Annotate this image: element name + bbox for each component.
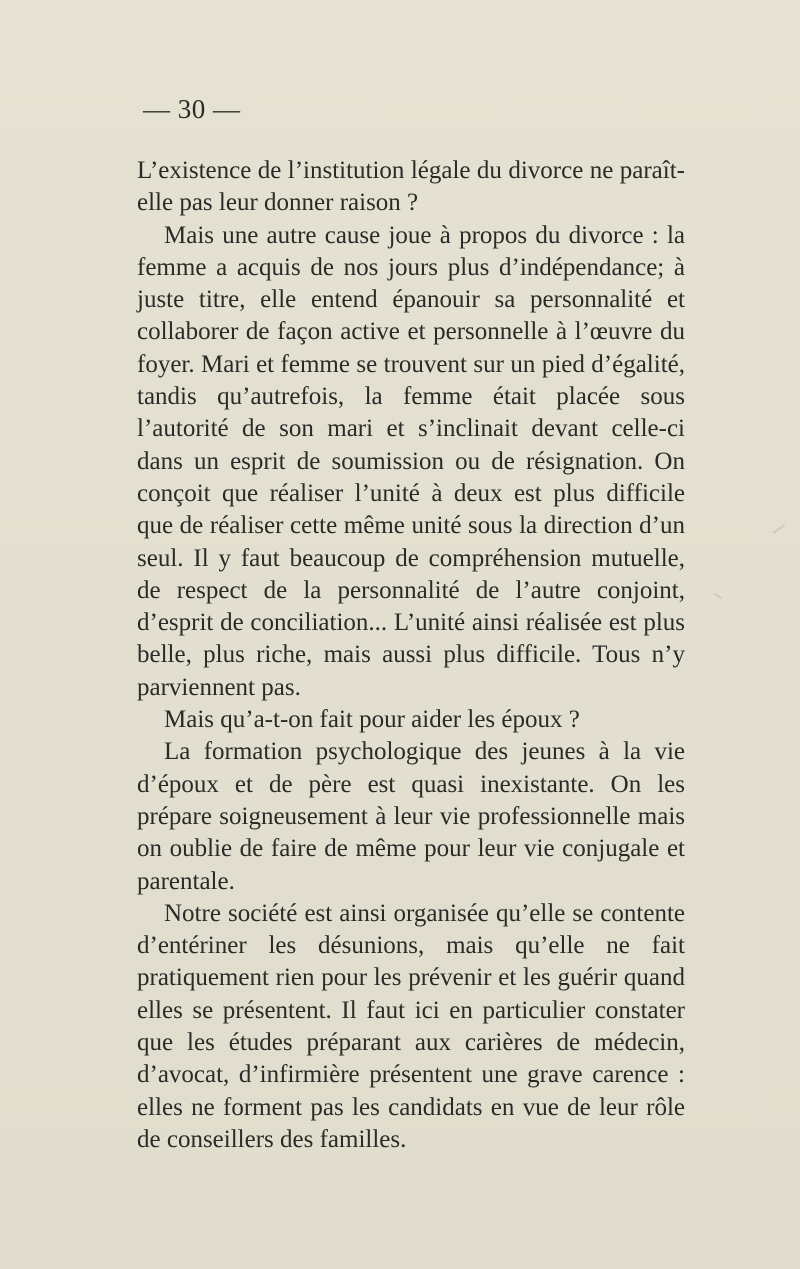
paragraph-3: Mais qu’a-t-on fait pour aider les époux ? bbox=[164, 706, 580, 734]
paragraph-4: La formation psychologique des jeunes à la vie d’époux et de père est quasi inexistante. On les prépare soigneusement à leur vie professionnelle mais on oublie de faire de même pour leur vie conjugale et parentale. bbox=[137, 738, 685, 895]
paragraph-2: Mais une autre cause joue à propos du divorce : la femme a acquis de nos jours plus d’indépendance; à juste titre, elle entend épanouir sa personnalité et collaborer de façon active et personnelle à l’œuvre du foyer. Mari et femme se trouvent sur un pied d’égalité, tandis qu’autrefois, la femme était placée sous l’autorité de son mari et s’inclinait devant celle-ci dans un esprit de soumission ou de résignation. On conçoit que réaliser l’unité à deux est plus difficile que de réaliser cette même unité sous la direction d’un seul. Il y faut beaucoup de compréhension mutuelle, de respect de la personnalité de l’autre conjoint, d’esprit de conciliation... L’unité ainsi réalisée est plus belle, plus riche, mais aussi plus difficile. Tous n’y parviennent pas. bbox=[137, 221, 685, 701]
paper-speck bbox=[773, 524, 786, 534]
body-text bbox=[137, 155, 685, 1156]
paragraph-5: Notre société est ainsi organisée qu’elle se contente d’entériner les désunions, mais qu’elle ne fait pratiquement rien pour les prévenir et les guérir quand elles se présentent. Il faut ici en particulier constater que les études préparant aux carières de médecin, d’avocat, d’infirmière présentent une grave carence : elles ne forment pas les candidats en vue de leur rôle de conseillers des familles. bbox=[137, 899, 685, 1153]
paragraph-1: L’existence de l’institution légale du divorce ne paraît-elle pas leur donner raison ? bbox=[137, 157, 685, 217]
paper-speck bbox=[714, 593, 722, 599]
page-number: — 30 — bbox=[143, 94, 241, 124]
